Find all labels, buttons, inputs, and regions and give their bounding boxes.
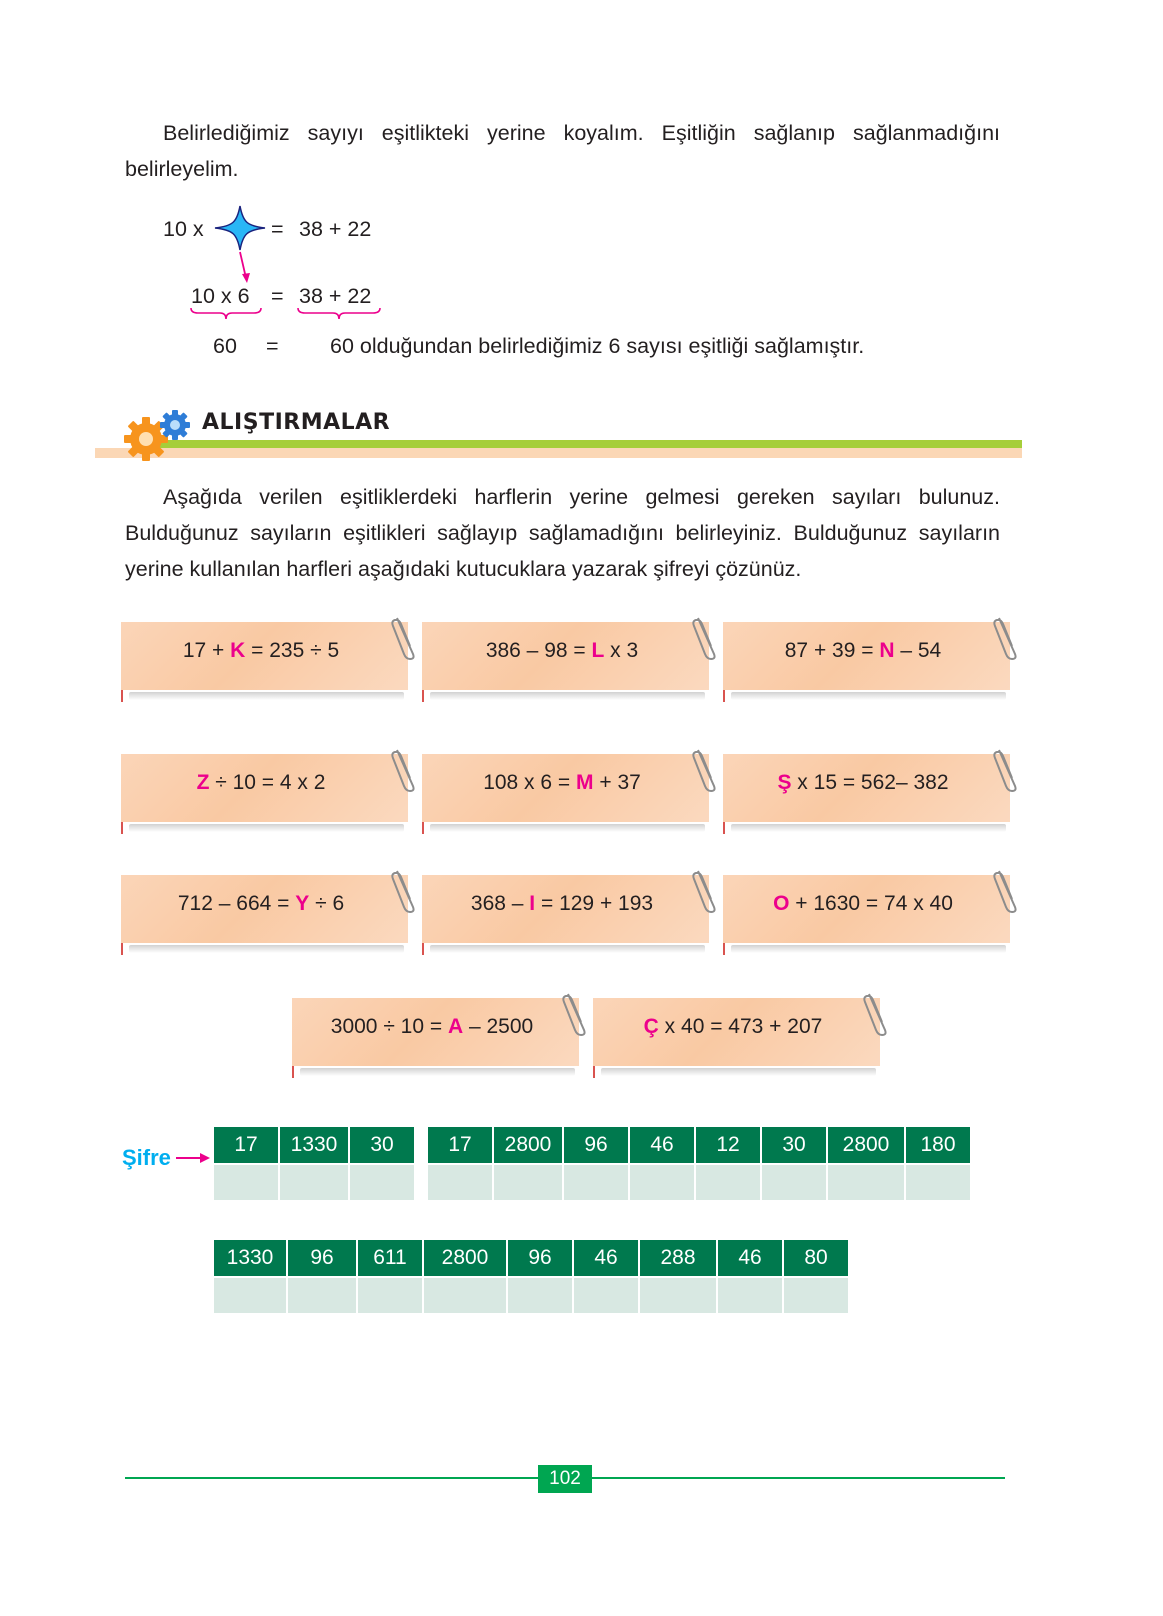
equation-note [121, 875, 411, 955]
unknown-letter: I [529, 892, 536, 915]
cipher-arrow-icon [176, 1151, 212, 1165]
cipher-number: 1330 [214, 1240, 288, 1276]
example-row1-eq: = [271, 217, 284, 241]
cipher-answer-cell[interactable] [906, 1165, 972, 1200]
equation-part: x 15 = 562– 382 [791, 771, 949, 794]
paperclip-icon [692, 869, 718, 913]
equation-part: 386 – 98 = [485, 639, 592, 662]
underbrace-left [190, 307, 262, 321]
cipher-number: 288 [640, 1240, 718, 1276]
paperclip-icon [391, 869, 417, 913]
note-shadow [129, 692, 404, 700]
note-equation [723, 622, 1003, 680]
cipher-column [640, 1240, 718, 1313]
note-equation [121, 754, 401, 812]
cipher-answer-cell[interactable] [358, 1278, 424, 1313]
equation-note [121, 754, 411, 834]
equation-note [723, 622, 1013, 702]
page-number: 102 [538, 1465, 592, 1493]
unknown-letter: M [576, 771, 594, 794]
cipher-number: 17 [214, 1127, 280, 1163]
cipher-column [428, 1127, 494, 1200]
equation-part: = 129 + 193 [535, 892, 654, 915]
cipher-answer-cell[interactable] [784, 1278, 850, 1313]
cipher-answer-cell[interactable] [350, 1165, 416, 1200]
paperclip-icon [391, 616, 417, 660]
example-row1-left: 10 x [163, 217, 204, 241]
cipher-number: 96 [508, 1240, 574, 1276]
cipher-answer-cell[interactable] [762, 1165, 828, 1200]
equation-note [121, 622, 411, 702]
example-row2-right: 38 + 22 [299, 284, 372, 308]
cipher-number: 611 [358, 1240, 424, 1276]
paperclip-icon [692, 748, 718, 792]
cipher-number: 17 [428, 1127, 494, 1163]
equation-part: – 54 [894, 639, 942, 662]
gears-icon [120, 404, 196, 462]
paperclip-icon [391, 748, 417, 792]
equation-note [723, 875, 1013, 955]
cipher-answer-cell[interactable] [288, 1278, 358, 1313]
cipher-column [784, 1240, 850, 1313]
unknown-letter: Z [196, 771, 210, 794]
cipher-answer-cell[interactable] [574, 1278, 640, 1313]
unknown-letter: Y [295, 892, 310, 915]
cipher-answer-cell[interactable] [428, 1165, 494, 1200]
note-shadow [731, 824, 1006, 832]
section-heading: ALIŞTIRMALAR [202, 410, 391, 435]
note-shadow [129, 945, 404, 953]
equation-note [422, 622, 712, 702]
cipher-answer-cell[interactable] [214, 1278, 288, 1313]
note-equation [422, 622, 702, 680]
cipher-column [574, 1240, 640, 1313]
equation-part: 17 + [182, 639, 231, 662]
cipher-column [214, 1127, 280, 1200]
cipher-table-2 [428, 1127, 972, 1200]
cipher-answer-cell[interactable] [630, 1165, 696, 1200]
cipher-column [630, 1127, 696, 1200]
cipher-answer-cell[interactable] [424, 1278, 508, 1313]
cipher-number: 46 [630, 1127, 696, 1163]
note-shadow [731, 945, 1006, 953]
unknown-letter: O [773, 892, 790, 915]
arrow-icon [234, 250, 254, 286]
note-equation [723, 754, 1003, 812]
equation-part: ÷ 10 = 4 x 2 [209, 771, 326, 794]
instructions-paragraph: Aşağıda verilen eşitliklerdeki harflerin yerine gelmesi gereken sayıları bulunuz. Bulduğunuz sayıların eşitlikleri sağlayıp sağlamadığını belirleyiniz. Bulduğunuz sayıların yerine kullanılan harfleri aşağıdaki kutucuklara yazarak şifreyi çözünüz. [125, 485, 1000, 581]
cipher-number: 30 [350, 1127, 416, 1163]
equation-part: 87 + 39 = [784, 639, 880, 662]
note-equation [292, 998, 572, 1056]
paperclip-icon [692, 616, 718, 660]
paperclip-icon [993, 616, 1019, 660]
cipher-number: 1330 [280, 1127, 350, 1163]
cipher-column [280, 1127, 350, 1200]
unknown-letter: K [230, 639, 246, 662]
cipher-answer-cell[interactable] [696, 1165, 762, 1200]
cipher-number: 96 [288, 1240, 358, 1276]
note-shadow [731, 692, 1006, 700]
cipher-number: 2800 [494, 1127, 564, 1163]
note-shadow [129, 824, 404, 832]
note-equation [121, 622, 401, 680]
example-row3-left: 60 [213, 334, 237, 358]
cipher-table-1 [214, 1127, 416, 1200]
cipher-column [696, 1127, 762, 1200]
unknown-letter: N [879, 639, 895, 662]
example-row1-right: 38 + 22 [299, 217, 372, 241]
unknown-letter: L [591, 639, 605, 662]
paperclip-icon [993, 869, 1019, 913]
cipher-column [350, 1127, 416, 1200]
paperclip-icon [993, 748, 1019, 792]
cipher-column [828, 1127, 906, 1200]
cipher-answer-cell[interactable] [214, 1165, 280, 1200]
equation-part: + 37 [593, 771, 641, 794]
equation-note [422, 754, 712, 834]
cipher-answer-cell[interactable] [508, 1278, 574, 1313]
unknown-letter: A [447, 1015, 464, 1038]
cipher-column [358, 1240, 424, 1313]
cipher-column [762, 1127, 828, 1200]
cipher-column [564, 1127, 630, 1200]
example-row3-right: 60 olduğundan belirlediğimiz 6 sayısı eşitliği sağlamıştır. [330, 334, 865, 358]
cipher-number: 12 [696, 1127, 762, 1163]
equation-part: + 1630 = 74 x 40 [789, 892, 953, 915]
equation-note [422, 875, 712, 955]
cipher-column [906, 1127, 972, 1200]
equation-part: 368 – [470, 892, 530, 915]
cipher-number: 80 [784, 1240, 850, 1276]
cipher-answer-cell[interactable] [564, 1165, 630, 1200]
intro-paragraph: Belirlediğimiz sayıyı eşitlikteki yerine koyalım. Eşitliğin sağlanıp sağlanmadığını belirleyelim. [125, 121, 1000, 181]
cipher-number: 2800 [424, 1240, 508, 1276]
heading-underline-green [155, 440, 1022, 448]
note-shadow [430, 692, 705, 700]
note-shadow [601, 1068, 876, 1076]
cipher-number: 180 [906, 1127, 972, 1163]
cipher-answer-cell[interactable] [280, 1165, 350, 1200]
cipher-column [288, 1240, 358, 1313]
equation-part: 712 – 664 = [177, 892, 296, 915]
example-row2-eq: = [271, 284, 284, 308]
equation-note [723, 754, 1013, 834]
equation-part: x 40 = 473 + 207 [658, 1015, 823, 1038]
example-row2-left: 10 x 6 [191, 284, 250, 308]
cipher-column [424, 1240, 508, 1313]
note-shadow [430, 824, 705, 832]
cipher-column [494, 1127, 564, 1200]
cipher-table-3 [214, 1240, 850, 1313]
note-equation [422, 754, 702, 812]
cipher-column [718, 1240, 784, 1313]
underbrace-right [297, 307, 381, 321]
paperclip-icon [562, 992, 588, 1036]
equation-part: 108 x 6 = [483, 771, 577, 794]
cipher-answer-cell[interactable] [828, 1165, 906, 1200]
example-row3-eq: = [266, 334, 279, 358]
note-equation [121, 875, 401, 933]
note-shadow [300, 1068, 575, 1076]
note-shadow [430, 945, 705, 953]
paperclip-icon [863, 992, 889, 1036]
equation-part: = 235 ÷ 5 [245, 639, 340, 662]
cipher-answer-cell[interactable] [640, 1278, 718, 1313]
equation-part: – 2500 [463, 1015, 534, 1038]
cipher-column [508, 1240, 574, 1313]
unknown-letter: Ç [643, 1015, 659, 1038]
unknown-letter: Ş [777, 771, 792, 794]
heading-underline-peach [95, 448, 1022, 458]
note-equation [422, 875, 702, 933]
equation-note [292, 998, 582, 1078]
cipher-answer-cell[interactable] [494, 1165, 564, 1200]
equation-part: 3000 ÷ 10 = [330, 1015, 448, 1038]
cipher-number: 2800 [828, 1127, 906, 1163]
note-equation [723, 875, 1003, 933]
note-equation [593, 998, 873, 1056]
cipher-label: Şifre [122, 1145, 171, 1170]
equation-part: ÷ 6 [309, 892, 345, 915]
cipher-number: 30 [762, 1127, 828, 1163]
star-icon [213, 204, 267, 252]
equation-part: x 3 [604, 639, 639, 662]
equation-note [593, 998, 883, 1078]
cipher-number: 96 [564, 1127, 630, 1163]
cipher-number: 46 [574, 1240, 640, 1276]
cipher-number: 46 [718, 1240, 784, 1276]
cipher-column [214, 1240, 288, 1313]
cipher-answer-cell[interactable] [718, 1278, 784, 1313]
